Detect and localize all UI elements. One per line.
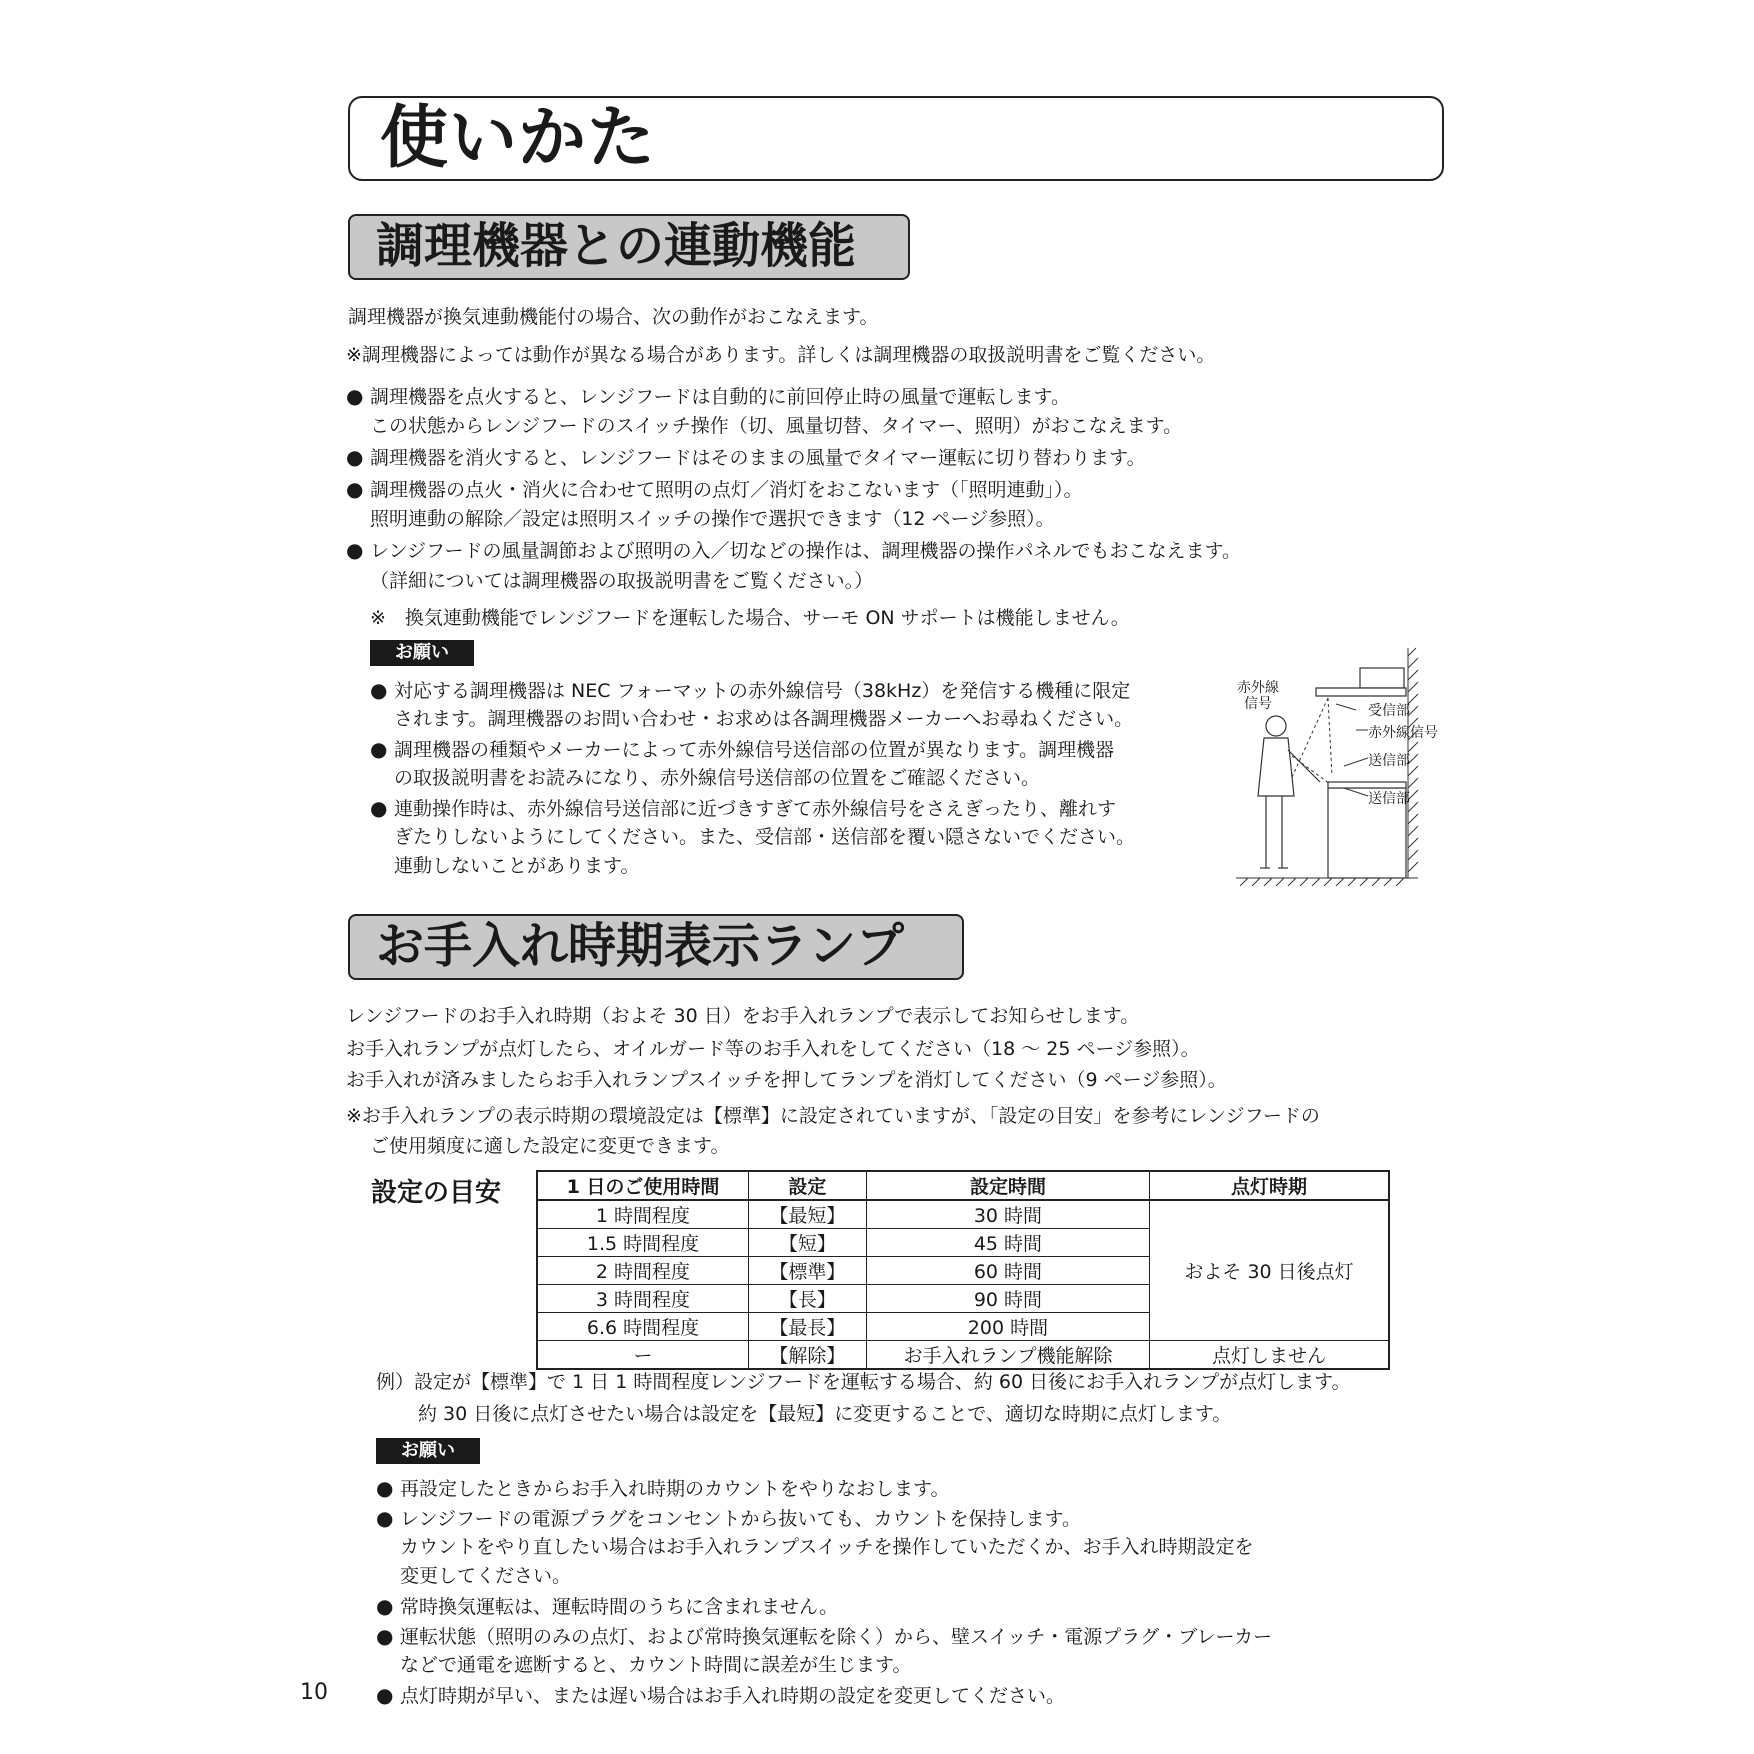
page-number: 10 (300, 1680, 328, 1705)
cell: 点灯しません (1150, 1341, 1389, 1370)
bullet-icon: ● (370, 737, 388, 761)
section2-note-cont: ご使用頻度に適した設定に変更できます。 (370, 1135, 730, 1157)
cell: 【短】 (748, 1229, 866, 1257)
onegai-item: ● 調理機器の種類やメーカーによって赤外線信号送信部の位置が異なります。調理機器 (370, 737, 1115, 761)
bullet-icon: ● (346, 538, 364, 562)
bullet-icon: ● (346, 445, 364, 469)
list-item-cont: 照明連動の解除／設定は照明スイッチの操作で選択できます（12 ページ参照）。 (370, 508, 1055, 530)
thermo-note: ※ 換気連動機能でレンジフードを運転した場合、サーモ ON サポートは機能しません。 (370, 607, 1130, 629)
bullet-icon: ● (376, 1624, 394, 1648)
guide-label: 設定の目安 (371, 1178, 502, 1208)
cell: 【長】 (748, 1285, 866, 1313)
bullet-icon: ● (376, 1476, 394, 1500)
onegai-item: ● 連動操作時は、赤外線信号送信部に近づきすぎて赤外線信号をさえぎったり、離れす (370, 796, 1117, 820)
floor-hatch (1236, 878, 1418, 886)
onegai-badge: お願い (370, 640, 474, 666)
col-header-set-time: 設定時間 (866, 1171, 1149, 1200)
section1-note: ※調理機器によっては動作が異なる場合があります。詳しくは調理機器の取扱説明書をご覧ください。 (346, 344, 1216, 366)
transmitter-label: 送信部 (1368, 753, 1410, 769)
cell: 30 時間 (866, 1200, 1149, 1229)
ir-signal-label-right: 赤外線信号 (1368, 725, 1438, 741)
cell: 1.5 時間程度 (537, 1229, 748, 1257)
hood-duct (1360, 668, 1404, 688)
onegai-item-cont: されます。調理機器のお問い合わせ・お求めは各調理機器メーカーへお尋ねください。 (394, 708, 1134, 730)
page-title: 使いかた (380, 99, 657, 178)
cell: 6.6 時間程度 (537, 1313, 748, 1341)
onegai-item-cont: の取扱説明書をお読みになり、赤外線信号送信部の位置をご確認ください。 (394, 767, 1041, 789)
receiver-label: 受信部 (1368, 703, 1410, 719)
range-hood (1316, 688, 1406, 696)
cell: 3 時間程度 (537, 1285, 748, 1313)
cell: 1 時間程度 (537, 1200, 748, 1229)
col-header-daily-use: 1 日のご使用時間 (537, 1171, 748, 1200)
col-header-setting: 設定 (748, 1171, 866, 1200)
table-row (537, 1341, 1389, 1370)
transmitter-label: 送信部 (1368, 791, 1410, 807)
onegai-item-cont: 変更してください。 (400, 1565, 572, 1587)
onegai-item: ● 点灯時期が早い、または遅い場合はお手入れ時期の設定を変更してください。 (376, 1683, 1066, 1707)
col-header-lamp-timing: 点灯時期 (1150, 1171, 1389, 1200)
list-item: ● 調理機器を点火すると、レンジフードは自動的に前回停止時の風量で運転します。 (346, 384, 1070, 408)
section2-intro-line: お手入れランプが点灯したら、オイルガード等のお手入れをしてください（18 ～ 25 ページ参照）。 (346, 1038, 1200, 1060)
cell: ー (537, 1341, 748, 1370)
cell: 2 時間程度 (537, 1257, 748, 1285)
example-line-cont: 約 30 日後に点灯させたい場合は設定を【最短】に変更することで、適切な時期に点灯します。 (418, 1403, 1232, 1425)
bullet-icon: ● (346, 477, 364, 501)
cell: 60 時間 (866, 1257, 1149, 1285)
ir-signal-line (1288, 698, 1328, 786)
example-line: 例）設定が【標準】で 1 日 1 時間程度レンジフードを運転する場合、約 60 日後にお手入れランプが点灯します。 (376, 1371, 1351, 1393)
bullet-icon: ● (346, 384, 364, 408)
cell-merged-timing: およそ 30 日後点灯 (1150, 1200, 1389, 1341)
cell: 45 時間 (866, 1229, 1149, 1257)
section-heading-cooker-link: 調理機器との連動機能 (348, 214, 910, 280)
onegai-item: ● 再設定したときからお手入れ時期のカウントをやりなおします。 (376, 1476, 950, 1500)
list-item: ● 調理機器の点火・消火に合わせて照明の点灯／消灯をおこないます（「照明連動」）。 (346, 477, 1083, 501)
table-row (537, 1200, 1389, 1229)
bullet-icon: ● (376, 1683, 394, 1707)
onegai-item: ● 対応する調理機器は NEC フォーマットの赤外線信号（38kHz）を発信する機種に限定 (370, 678, 1131, 702)
cell: 【解除】 (748, 1341, 866, 1370)
cell: 【最短】 (748, 1200, 866, 1229)
ir-signal-label-left: 赤外線 信号 (1237, 680, 1279, 712)
onegai-item-cont: ぎたりしないようにしてください。また、受信部・送信部を覆い隠さないでください。 (394, 826, 1136, 848)
bullet-icon: ● (370, 796, 388, 820)
table-header-row (537, 1171, 1389, 1200)
onegai-badge: お願い (376, 1438, 480, 1464)
section1-intro: 調理機器が換気連動機能付の場合、次の動作がおこなえます。 (348, 306, 879, 328)
section-heading-maintenance-lamp: お手入れ時期表示ランプ (348, 914, 964, 980)
ir-signal-line (1328, 698, 1332, 776)
cell: 200 時間 (866, 1313, 1149, 1341)
bullet-icon: ● (370, 678, 388, 702)
settings-guide-table (536, 1170, 1390, 1370)
bullet-icon: ● (376, 1594, 394, 1618)
onegai-item: ● 運転状態（照明のみの点灯、および常時換気運転を除く）から、壁スイッチ・電源プラグ・ブレーカー (376, 1624, 1273, 1648)
onegai-item: ● 常時換気運転は、運転時間のうちに含まれません。 (376, 1594, 839, 1618)
onegai-item: ● レンジフードの電源プラグをコンセントから抜いても、カウントを保持します。 (376, 1506, 1081, 1530)
section2-note: ※お手入れランプの表示時期の環境設定は【標準】に設定されていますが、「設定の目安」を参考にレンジフードの (346, 1105, 1320, 1127)
cell: お手入れランプ機能解除 (866, 1341, 1149, 1370)
person-figure (1258, 716, 1320, 868)
cell: 【標準】 (748, 1257, 866, 1285)
list-item-cont: この状態からレンジフードのスイッチ操作（切、風量切替、タイマー、照明）がおこなえます。 (370, 415, 1183, 437)
section2-intro-line: お手入れが済みましたらお手入れランプスイッチを押してランプを消灯してください（9 ページ参照）。 (346, 1069, 1227, 1091)
bullet-icon: ● (376, 1506, 394, 1530)
onegai-item-cont: 連動しないことがあります。 (394, 855, 640, 877)
list-item: ● レンジフードの風量調節および照明の入／切などの操作は、調理機器の操作パネルでもおこなえます。 (346, 538, 1241, 562)
onegai-item-cont: カウントをやり直したい場合はお手入れランプスイッチを操作していただくか、お手入れ時期設定を (400, 1536, 1254, 1558)
list-item: ● 調理機器を消火すると、レンジフードはそのままの風量でタイマー運転に切り替わります。 (346, 445, 1146, 469)
section2-intro-line: レンジフードのお手入れ時期（およそ 30 日）をお手入れランプで表示してお知らせします。 (346, 1005, 1140, 1027)
onegai-item-cont: などで通電を遮断すると、カウント時間に誤差が生じます。 (400, 1654, 912, 1676)
cell: 90 時間 (866, 1285, 1149, 1313)
list-item-cont: （詳細については調理機器の取扱説明書をご覧ください。） (370, 570, 874, 592)
cell: 【最長】 (748, 1313, 866, 1341)
